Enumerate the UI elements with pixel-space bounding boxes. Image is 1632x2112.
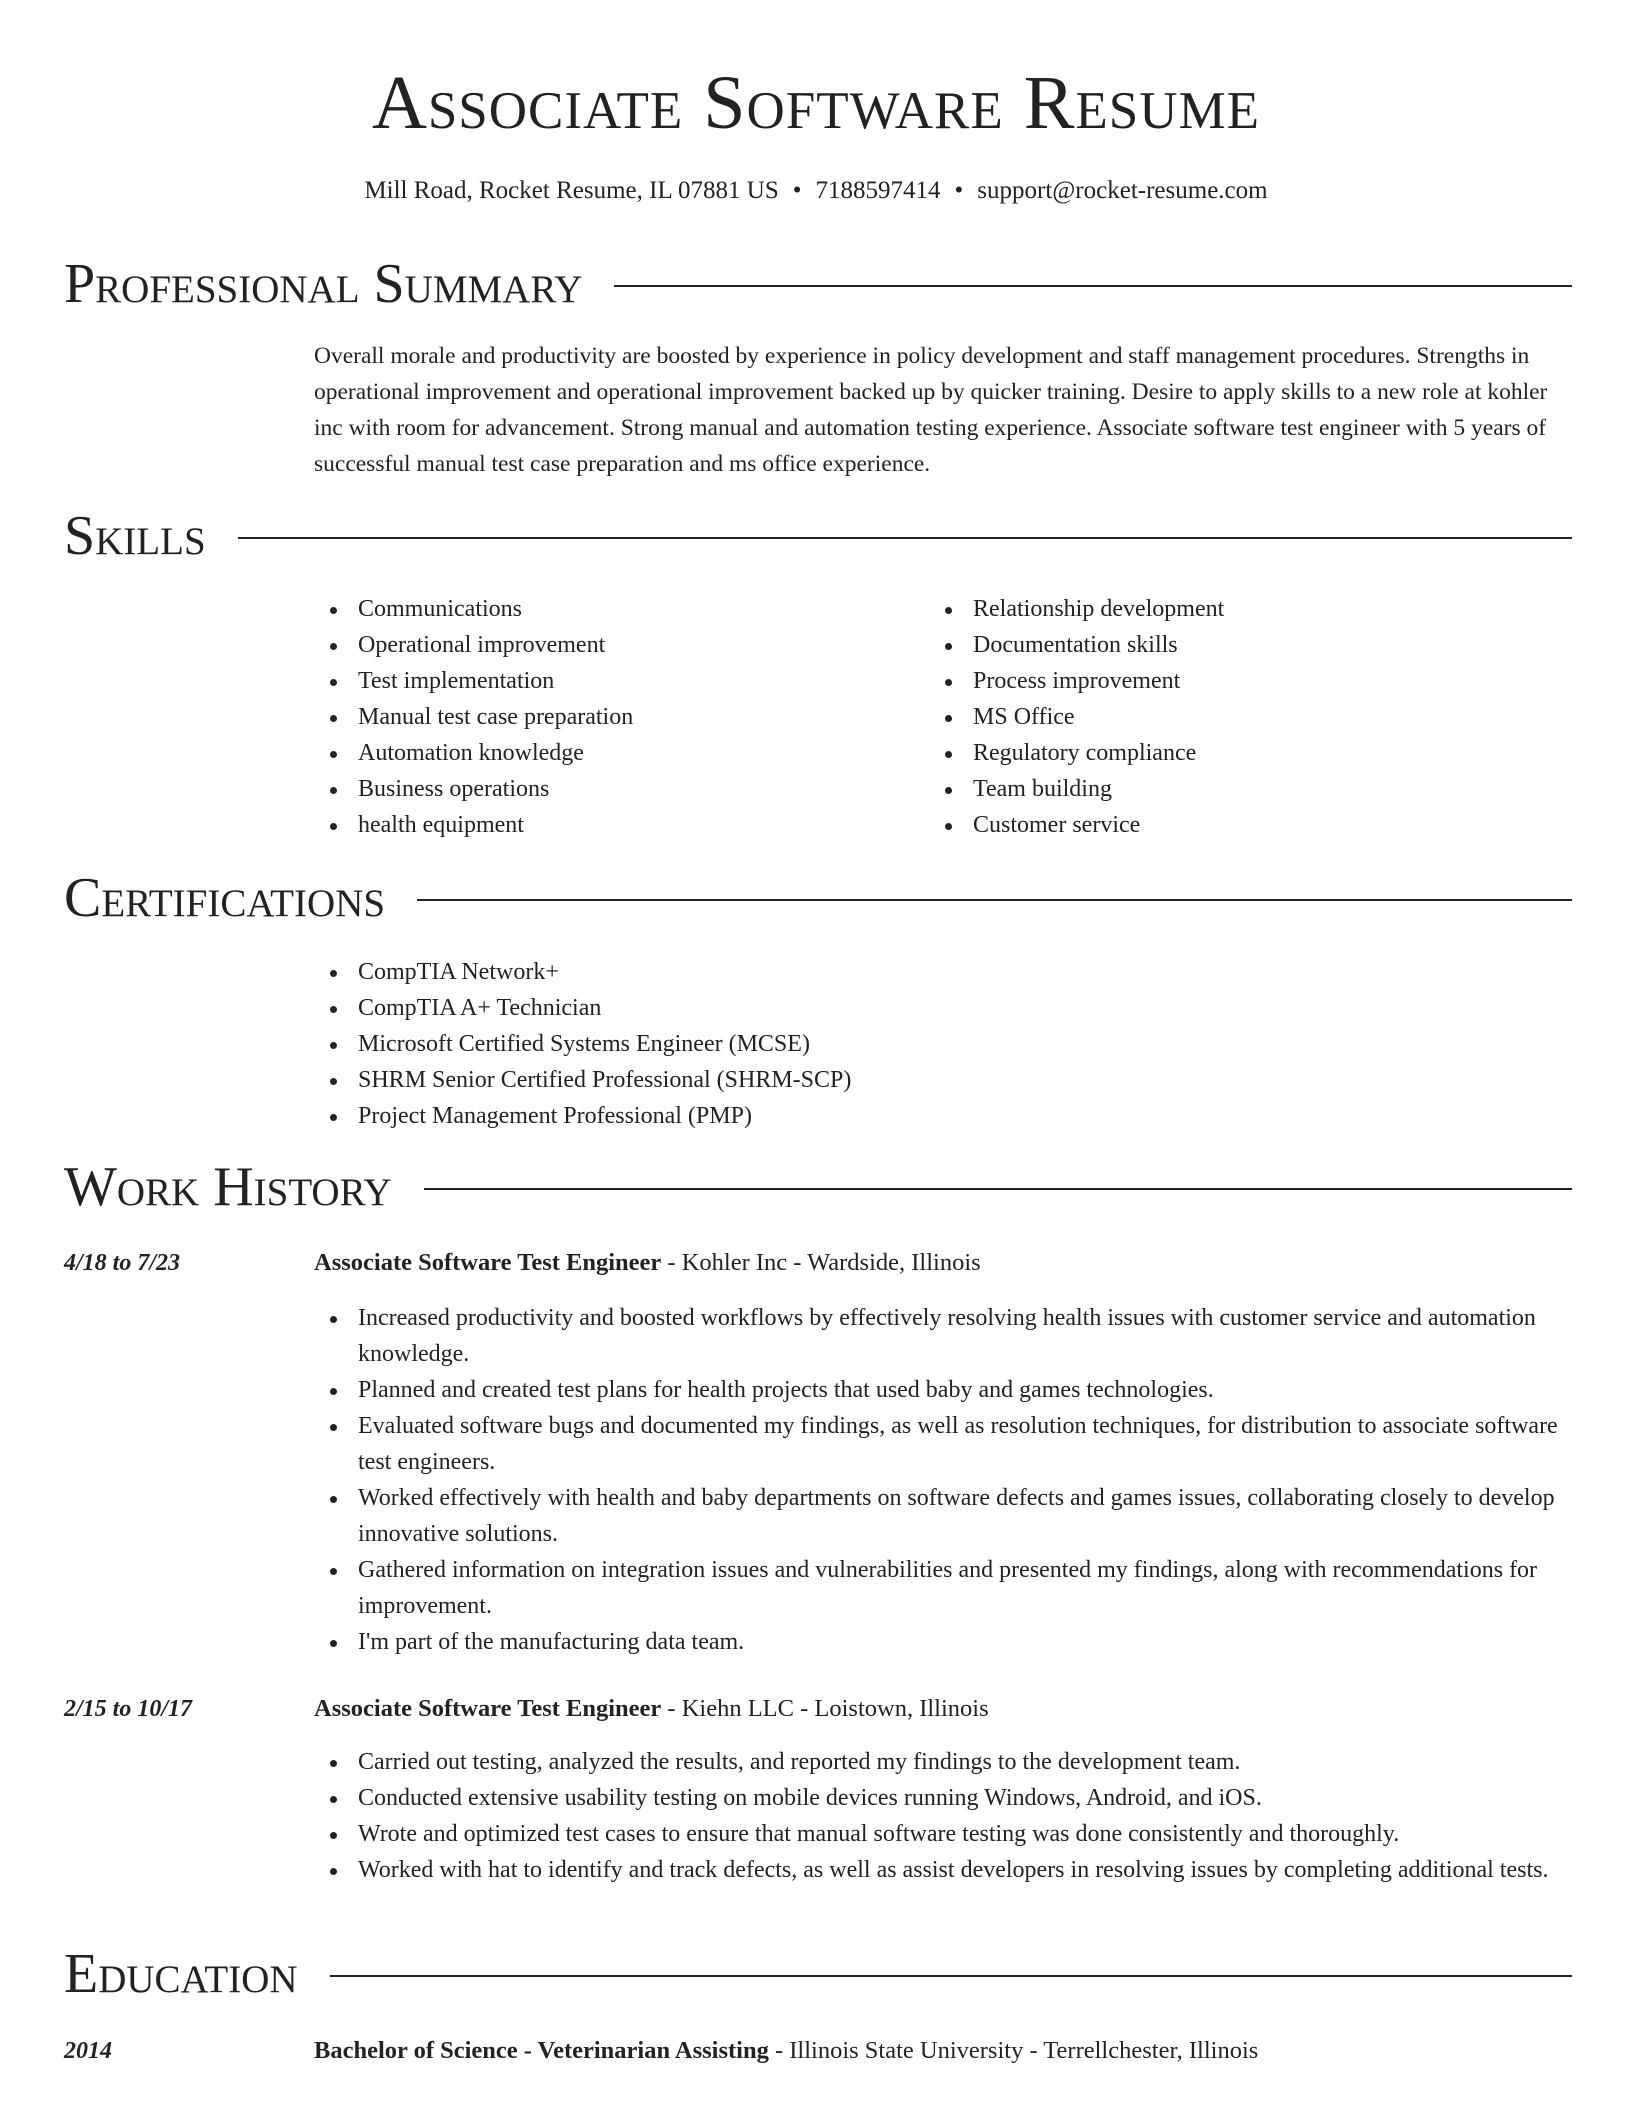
resume-title: Associate Software Resume <box>371 61 1261 145</box>
skill-item: Manual test case preparation <box>314 699 914 735</box>
contact-info <box>0 174 1632 208</box>
contact-separator: • <box>792 177 802 204</box>
skill-item: MS Office <box>929 699 1529 735</box>
address: Mill Road, Rocket Resume, IL 07881 US <box>364 177 779 204</box>
certification-item: CompTIA Network+ <box>314 954 1514 990</box>
skill-item: Communications <box>314 591 914 627</box>
job-header <box>314 1245 1574 1281</box>
certification-item: Microsoft Certified Systems Engineer (MCSE) <box>314 1026 1514 1062</box>
job-bullet: Worked with hat to identify and track defects, as well as assist developers in resolving issues by completing additional tests. <box>314 1852 1572 1888</box>
work-history-section-header <box>64 1155 1572 1219</box>
job-bullet: Conducted extensive usability testing on mobile devices running Windows, Android, and iOS. <box>314 1780 1572 1816</box>
job-bullet: Wrote and optimized test cases to ensure that manual software testing was done consistently and thoroughly. <box>314 1816 1572 1852</box>
job-bullet: Planned and created test plans for health projects that used baby and games technologies. <box>314 1372 1572 1408</box>
job-title: Associate Software Test Engineer <box>314 1249 662 1276</box>
job-bullet: Increased productivity and boosted workflows by effectively resolving health issues with customer service and automation knowledge. <box>314 1300 1572 1372</box>
job-bullet: I'm part of the manufacturing data team. <box>314 1624 1572 1660</box>
education-entry <box>314 2033 1574 2069</box>
section-heading-education: Education <box>64 1943 298 2005</box>
job-dates: 4/18 to 7/23 <box>64 1250 181 1276</box>
skill-item: Process improvement <box>929 663 1529 699</box>
job-bullet: Evaluated software bugs and documented my findings, as well as resolution techniques, for distribution to associate software test engineers. <box>314 1408 1572 1480</box>
certifications-section-header <box>64 866 1572 930</box>
education-section-header <box>64 1942 1572 2006</box>
section-heading-summary: Professional Summary <box>64 253 583 315</box>
certification-item: Project Management Professional (PMP) <box>314 1098 1514 1134</box>
job-bullet: Gathered information on integration issues and vulnerabilities and presented my findings, along with recommendations for improvement. <box>314 1552 1572 1624</box>
job-title: Associate Software Test Engineer <box>314 1695 662 1722</box>
job-bullet: Worked effectively with health and baby departments on software defects and games issues, collaborating closely to develop innovative solutions. <box>314 1480 1572 1552</box>
degree-title: Bachelor of Science - Veterinarian Assisting <box>314 2037 769 2064</box>
skills-list-right <box>929 591 1529 843</box>
skill-item: Customer service <box>929 807 1529 843</box>
section-heading-work-history: Work History <box>64 1156 392 1218</box>
skill-item: Operational improvement <box>314 627 914 663</box>
summary-text: Overall morale and productivity are boosted by experience in policy development and staff management procedures. Strengths in operational improvement and operational improvement backed up by quicker training. Desire to apply skills to a new role at kohler inc with room for advancement. Strong manual and automation testing experience. Associate software test engineer with 5 years of successful manual test case preparation and ms office experience. <box>314 343 1548 477</box>
section-heading-certifications: Certifications <box>64 867 386 929</box>
skill-item: health equipment <box>314 807 914 843</box>
job-bullets <box>314 1744 1572 1888</box>
summary-section-header <box>64 252 1572 316</box>
skill-item: Business operations <box>314 771 914 807</box>
email-link[interactable]: support@rocket-resume.com <box>977 177 1268 204</box>
section-divider <box>417 899 1572 901</box>
job-details: - Kiehn LLC - Loistown, Illinois <box>661 1695 989 1722</box>
job-header <box>314 1691 1574 1727</box>
job-bullet: Carried out testing, analyzed the results, and reported my findings to the development team. <box>314 1744 1572 1780</box>
job-details: - Kohler Inc - Wardside, Illinois <box>661 1249 981 1276</box>
skills-section-header <box>64 504 1572 568</box>
skill-item: Automation knowledge <box>314 735 914 771</box>
skill-item: Relationship development <box>929 591 1529 627</box>
certifications-list <box>314 954 1514 1134</box>
section-heading-skills: Skills <box>64 505 206 567</box>
section-divider <box>330 1975 1572 1977</box>
certification-item: CompTIA A+ Technician <box>314 990 1514 1026</box>
phone: 7188597414 <box>815 177 941 204</box>
job-dates: 2/15 to 10/17 <box>64 1696 193 1722</box>
contact-separator: • <box>954 177 964 204</box>
section-divider <box>424 1188 1572 1190</box>
job-bullets <box>314 1300 1572 1660</box>
skills-list-left <box>314 591 914 843</box>
skill-item: Regulatory compliance <box>929 735 1529 771</box>
section-divider <box>614 285 1572 287</box>
skill-item: Documentation skills <box>929 627 1529 663</box>
section-divider <box>238 537 1572 539</box>
education-details: - Illinois State University - Terrellchester, Illinois <box>768 2037 1259 2064</box>
skill-item: Test implementation <box>314 663 914 699</box>
certification-item: SHRM Senior Certified Professional (SHRM-SCP) <box>314 1062 1514 1098</box>
education-year: 2014 <box>64 2038 112 2064</box>
skill-item: Team building <box>929 771 1529 807</box>
